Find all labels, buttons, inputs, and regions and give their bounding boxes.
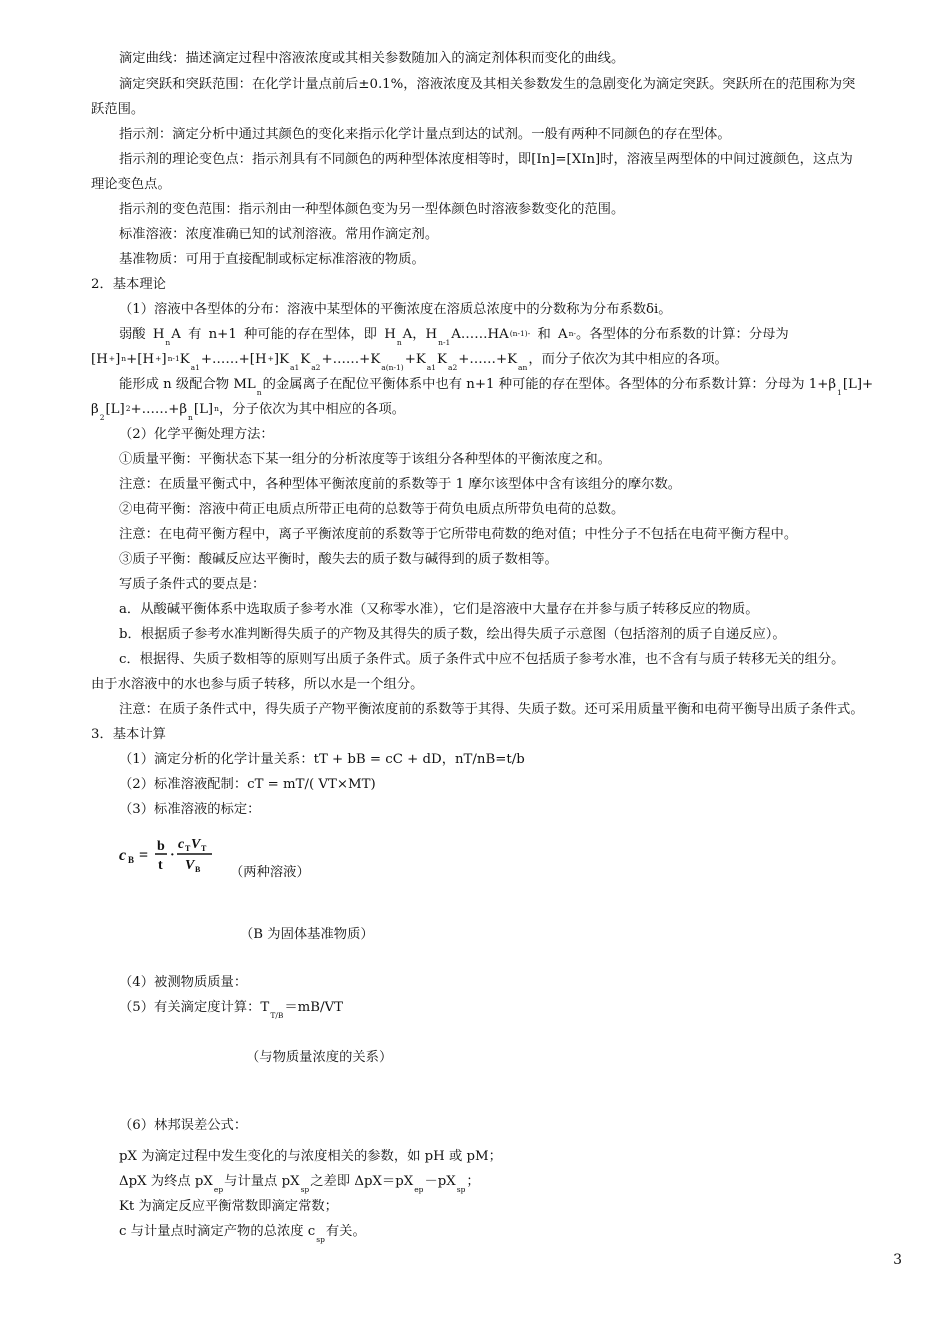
formula-num2b-sub: T [201,844,207,853]
theory-mass-balance: ①质量平衡：平衡状态下某一组分的分析浓度等于该组分各种型体的平衡浓度之和。 [119,452,611,467]
theory-proton-condition-heading: 写质子条件式的要点是： [119,577,266,592]
theory-denominator-line: $[H+]n+[H+]n-1K_{a1}+\dots\dots+[H+]K_{a1}K_{a2}+\dots\dots+K_{a(n-1)}+K_{a1}K_{a2}+\dots\dots+K_{an}$，而分子依次为其中相应的各项。 [91,352,728,372]
formula-num2a-sub: T [185,844,191,853]
formula-den1: t [158,858,163,873]
theory-proton-step-b: b．根据质子参考水准判断得失质子的产物及其得失的质子数，绘出得失质子示意图（包括溶剂的质子自递反应）。 [119,627,786,642]
standardization-formula [119,833,229,877]
theory-charge-balance-note: 注意：在电荷平衡方程中，离子平衡浓度前的系数等于它所带电荷数的绝对值；中性分子不包括在电荷平衡方程中。 [119,527,798,542]
theory-equilibrium-methods: （2）化学平衡处理方法： [119,427,274,442]
calc-ringbom-error: （6）林邦误差公式： [119,1118,248,1133]
ringbom-c: c 与计量点时滴定产物的总浓度 $c_{sp}$有关。 [119,1224,366,1244]
theory-distribution: （1）溶液中各型体的分布：溶液中某型体的平衡浓度在溶质总浓度中的分数称为分布系数δi。 [119,302,672,317]
formula-num1: b [157,839,165,854]
definition-titration-curve: 滴定曲线：描述滴定过程中溶液浓度或其相关参数随加入的滴定剂体积而变化的曲线。 [119,51,625,66]
ringbom-delta-px: ΔpX 为终点 $pX_{ep}$与计量点 $pX_{sp}$之差即 $\Delta pX=pX_{ep}-pX_{sp}$； [119,1174,480,1194]
definition-standard-solution: 标准溶液：浓度准确已知的试剂溶液。常用作滴定剂。 [119,227,439,242]
formula-lhs: c [119,847,127,864]
definition-indicator: 指示剂：滴定分析中通过其颜色的变化来指示化学计量点到达的试剂。一般有两种不同颜色的存在型体。 [119,127,731,142]
formula-equals: = [139,847,149,864]
definition-transition-point: 指示剂的理论变色点：指示剂具有不同颜色的两种型体浓度相等时，即[In]=[XIn]时，溶液呈两型体的中间过渡颜色，这点为 [119,152,853,167]
theory-complex-line-cont: $\beta_2[L]2+\dots\dots+\beta_n[L]n$，分子依次为其中相应的各项。 [91,402,406,422]
calc-stoichiometry: （1）滴定分析的化学计量关系：tT + bB = cC + dD，nT/nB=t/b [119,752,525,767]
theory-proton-balance: ③质子平衡：酸碱反应达平衡时，酸失去的质子数与碱得到的质子数相等。 [119,552,558,567]
calc-analyte-mass: （4）被测物质质量： [119,975,248,990]
theory-charge-balance: ②电荷平衡：溶液中荷正电质点所带正电荷的总数等于荷负电质点所带负电荷的总数。 [119,502,625,517]
definition-primary-standard: 基准物质：可用于直接配制或标定标准溶液的物质。 [119,252,425,267]
section-heading-theory: 2．基本理论 [91,277,166,292]
formula-num2b: V [191,837,201,852]
titer-note: （与物质量浓度的关系） [246,1050,393,1065]
theory-complex-line: 能形成 n 级配合物 $ML_n$的金属离子在配位平衡体系中也有 n+1 种可能的存在型体。各型体的分布系数计算：分母为 $1+\beta_1[L]+$ [119,377,874,397]
ringbom-px-definition: pX 为滴定过程中发生变化的与浓度相关的参数，如 pH 或 pM； [119,1149,502,1164]
definition-transition-range: 指示剂的变色范围：指示剂由一种型体颜色变为另一型体颜色时溶液参数变化的范围。 [119,202,625,217]
formula-note-solid-standard: （B 为固体基准物质） [240,927,374,942]
calc-standard-preparation: （2）标准溶液配制：cT = mT/( VT×MT) [119,777,376,792]
theory-weak-acid-line: 弱酸 $H_nA$ 有 n+1 种可能的存在型体，即 $H_nA$，$H_{n-1}A\dots\dots HA(n-1)-$ 和 An-。各型体的分布系数的计算：分母为 [119,327,789,347]
formula-note-two-solutions: （两种溶液） [230,865,310,880]
formula-den2-sub: B [195,865,201,874]
calc-standardization: （3）标准溶液的标定： [119,802,261,817]
formula-num2a: c [178,837,185,852]
definition-transition-point-cont: 理论变色点。 [91,177,171,192]
theory-proton-step-c-cont: 由于水溶液中的水也参与质子转移，所以水是一个组分。 [91,677,424,692]
calc-titer: （5）有关滴定度计算：$T_{T/B}=mB/VT$ [119,1000,343,1020]
formula-den2: V [185,858,195,873]
theory-proton-step-c: c．根据得、失质子数相等的原则写出质子条件式。质子条件式中应不包括质子参考水准，也不含有与质子转移无关的组分。 [119,652,845,667]
formula-dot: · [170,848,175,863]
formula-lhs-sub: B [128,855,135,865]
theory-mass-balance-note: 注意：在质量平衡式中，各种型体平衡浓度前的系数等于 1 摩尔该型体中含有该组分的摩尔数。 [119,477,682,492]
theory-proton-note: 注意：在质子条件式中，得失质子产物平衡浓度前的系数等于其得、失质子数。还可采用质量平衡和电荷平衡导出质子条件式。 [119,702,864,717]
section-heading-calculation: 3．基本计算 [91,727,166,742]
definition-titration-jump-cont: 跃范围。 [91,102,145,117]
page-number: 3 [893,1252,902,1268]
ringbom-kt: Kt 为滴定反应平衡常数即滴定常数； [119,1199,338,1214]
theory-proton-step-a: a．从酸碱平衡体系中选取质子参考水准（又称零水准），它们是溶液中大量存在并参与质子转移反应的物质。 [119,602,759,617]
definition-titration-jump: 滴定突跃和突跃范围：在化学计量点前后±0.1%，溶液浓度及其相关参数发生的急剧变化为滴定突跃。突跃所在的范围称为突 [119,77,856,92]
